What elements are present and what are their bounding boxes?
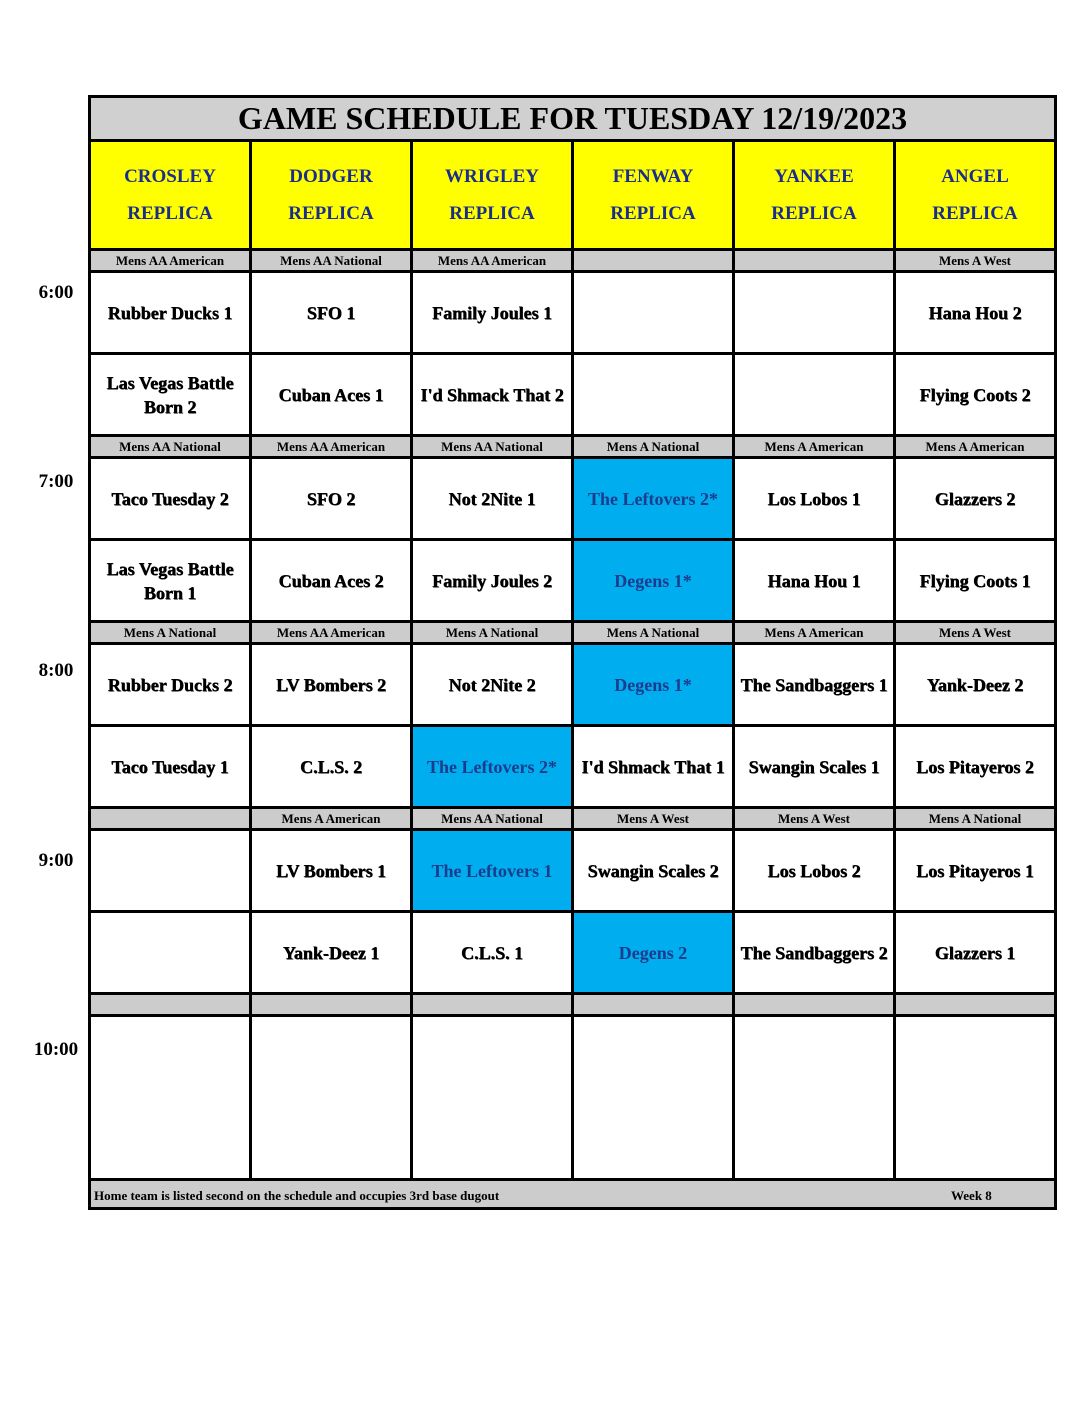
division-cell: Mens AA American bbox=[251, 436, 412, 458]
away-team-row bbox=[90, 272, 1056, 354]
field-header-yankee bbox=[734, 140, 895, 249]
field-header-angel bbox=[895, 140, 1056, 249]
division-row bbox=[90, 622, 1056, 644]
team-cell: Family Joules 2 bbox=[412, 540, 573, 622]
footer-note: Home team is listed second on the schedule and occupies 3rd base dugout bbox=[94, 1188, 500, 1203]
division-row-empty bbox=[90, 994, 1056, 1016]
team-cell: Las Vegas Battle Born 2 bbox=[90, 354, 251, 436]
team-cell: Hana Hou 2 bbox=[895, 272, 1056, 354]
away-team-row bbox=[90, 830, 1056, 912]
field-header-crosley bbox=[90, 140, 251, 249]
team-cell: Yank-Deez 2 bbox=[895, 644, 1056, 726]
team-cell bbox=[734, 354, 895, 436]
team-cell bbox=[90, 830, 251, 912]
away-team-row bbox=[90, 644, 1056, 726]
schedule-title: GAME SCHEDULE FOR TUESDAY 12/19/2023 bbox=[90, 97, 1056, 141]
team-cell: LV Bombers 1 bbox=[251, 830, 412, 912]
field-name: FENWAY bbox=[612, 165, 694, 187]
empty-slot-cell bbox=[90, 1016, 251, 1180]
division-cell bbox=[573, 250, 734, 272]
field-header-dodger bbox=[251, 140, 412, 249]
team-cell: I'd Shmack That 1 bbox=[573, 726, 734, 808]
field-header-row bbox=[90, 140, 1056, 249]
team-cell: The Sandbaggers 2 bbox=[734, 912, 895, 994]
team-cell: I'd Shmack That 2 bbox=[412, 354, 573, 436]
time-label-600: 6:00 bbox=[38, 282, 74, 303]
team-cell-highlighted: The Leftovers 2* bbox=[573, 458, 734, 540]
division-cell: Mens AA American bbox=[412, 250, 573, 272]
team-cell: Cuban Aces 1 bbox=[251, 354, 412, 436]
team-cell-highlighted: Degens 1* bbox=[573, 644, 734, 726]
field-name: DODGER bbox=[289, 165, 373, 187]
team-cell: Cuban Aces 2 bbox=[251, 540, 412, 622]
division-cell: Mens A American bbox=[895, 436, 1056, 458]
division-cell bbox=[90, 808, 251, 830]
division-cell: Mens A American bbox=[734, 436, 895, 458]
division-cell-empty bbox=[895, 994, 1056, 1016]
team-cell: Glazzers 2 bbox=[895, 458, 1056, 540]
team-cell: The Sandbaggers 1 bbox=[734, 644, 895, 726]
division-cell-empty bbox=[412, 994, 573, 1016]
team-cell: Los Pitayeros 2 bbox=[895, 726, 1056, 808]
field-sub: REPLICA bbox=[932, 202, 1018, 224]
team-cell-highlighted: Degens 2 bbox=[573, 912, 734, 994]
team-cell bbox=[734, 272, 895, 354]
division-cell bbox=[734, 250, 895, 272]
division-row bbox=[90, 808, 1056, 830]
division-cell: Mens AA National bbox=[90, 436, 251, 458]
field-name: CROSLEY bbox=[124, 165, 216, 187]
team-cell: Glazzers 1 bbox=[895, 912, 1056, 994]
team-cell: Taco Tuesday 2 bbox=[90, 458, 251, 540]
division-cell: Mens AA American bbox=[251, 622, 412, 644]
team-cell: Swangin Scales 1 bbox=[734, 726, 895, 808]
team-cell: C.L.S. 2 bbox=[251, 726, 412, 808]
team-cell: C.L.S. 1 bbox=[412, 912, 573, 994]
division-cell: Mens AA National bbox=[412, 808, 573, 830]
field-name: ANGEL bbox=[941, 165, 1009, 187]
team-cell: Los Lobos 1 bbox=[734, 458, 895, 540]
home-team-row bbox=[90, 726, 1056, 808]
division-cell-empty bbox=[251, 994, 412, 1016]
division-cell: Mens AA National bbox=[251, 250, 412, 272]
time-label-1000: 10:00 bbox=[33, 1039, 79, 1060]
team-cell-highlighted: The Leftovers 2* bbox=[412, 726, 573, 808]
team-cell: Flying Coots 1 bbox=[895, 540, 1056, 622]
field-sub: REPLICA bbox=[610, 202, 696, 224]
field-sub: REPLICA bbox=[127, 202, 213, 224]
team-cell: Rubber Ducks 1 bbox=[90, 272, 251, 354]
division-cell: Mens A National bbox=[573, 622, 734, 644]
week-label: Week 8 bbox=[951, 1188, 992, 1203]
empty-slot-cell bbox=[734, 1016, 895, 1180]
division-cell: Mens A American bbox=[734, 622, 895, 644]
division-row bbox=[90, 250, 1056, 272]
team-cell: LV Bombers 2 bbox=[251, 644, 412, 726]
division-cell: Mens A National bbox=[573, 436, 734, 458]
home-team-row bbox=[90, 540, 1056, 622]
team-cell-highlighted: Degens 1* bbox=[573, 540, 734, 622]
team-cell: Los Pitayeros 1 bbox=[895, 830, 1056, 912]
division-cell-empty bbox=[573, 994, 734, 1016]
empty-slot-cell bbox=[251, 1016, 412, 1180]
team-cell: Rubber Ducks 2 bbox=[90, 644, 251, 726]
division-cell-empty bbox=[734, 994, 895, 1016]
team-cell bbox=[573, 272, 734, 354]
team-cell: Los Lobos 2 bbox=[734, 830, 895, 912]
division-cell: Mens A National bbox=[90, 622, 251, 644]
division-cell: Mens A West bbox=[573, 808, 734, 830]
field-name: YANKEE bbox=[774, 165, 854, 187]
time-label-900: 9:00 bbox=[38, 850, 74, 871]
team-cell-highlighted: The Leftovers 1 bbox=[412, 830, 573, 912]
title-row bbox=[90, 97, 1056, 141]
team-cell: Swangin Scales 2 bbox=[573, 830, 734, 912]
team-cell: Las Vegas Battle Born 1 bbox=[90, 540, 251, 622]
field-name: WRIGLEY bbox=[445, 165, 539, 187]
field-sub: REPLICA bbox=[288, 202, 374, 224]
time-label-800: 8:00 bbox=[38, 660, 74, 681]
field-header-wrigley bbox=[412, 140, 573, 249]
field-sub: REPLICA bbox=[449, 202, 535, 224]
division-row bbox=[90, 436, 1056, 458]
empty-slot-cell bbox=[895, 1016, 1056, 1180]
away-team-row bbox=[90, 458, 1056, 540]
division-cell: Mens AA National bbox=[412, 436, 573, 458]
footer bbox=[90, 1180, 1056, 1209]
team-cell bbox=[90, 912, 251, 994]
division-cell: Mens AA American bbox=[90, 250, 251, 272]
field-header-fenway bbox=[573, 140, 734, 249]
team-cell: Taco Tuesday 1 bbox=[90, 726, 251, 808]
division-cell: Mens A National bbox=[895, 808, 1056, 830]
time-label-700: 7:00 bbox=[38, 471, 74, 492]
team-cell: Hana Hou 1 bbox=[734, 540, 895, 622]
division-cell: Mens A West bbox=[895, 250, 1056, 272]
division-cell: Mens A American bbox=[251, 808, 412, 830]
team-cell: Not 2Nite 1 bbox=[412, 458, 573, 540]
team-cell bbox=[573, 354, 734, 436]
field-sub: REPLICA bbox=[771, 202, 857, 224]
empty-slot-cell bbox=[573, 1016, 734, 1180]
footer-row bbox=[90, 1180, 1056, 1209]
empty-slot-row bbox=[90, 1016, 1056, 1180]
team-cell: Flying Coots 2 bbox=[895, 354, 1056, 436]
schedule-table bbox=[88, 95, 1057, 1210]
team-cell: Family Joules 1 bbox=[412, 272, 573, 354]
team-cell: SFO 1 bbox=[251, 272, 412, 354]
home-team-row bbox=[90, 354, 1056, 436]
division-cell: Mens A National bbox=[412, 622, 573, 644]
team-cell: Not 2Nite 2 bbox=[412, 644, 573, 726]
home-team-row bbox=[90, 912, 1056, 994]
division-cell: Mens A West bbox=[734, 808, 895, 830]
empty-slot-cell bbox=[412, 1016, 573, 1180]
division-cell: Mens A West bbox=[895, 622, 1056, 644]
division-cell-empty bbox=[90, 994, 251, 1016]
team-cell: Yank-Deez 1 bbox=[251, 912, 412, 994]
team-cell: SFO 2 bbox=[251, 458, 412, 540]
